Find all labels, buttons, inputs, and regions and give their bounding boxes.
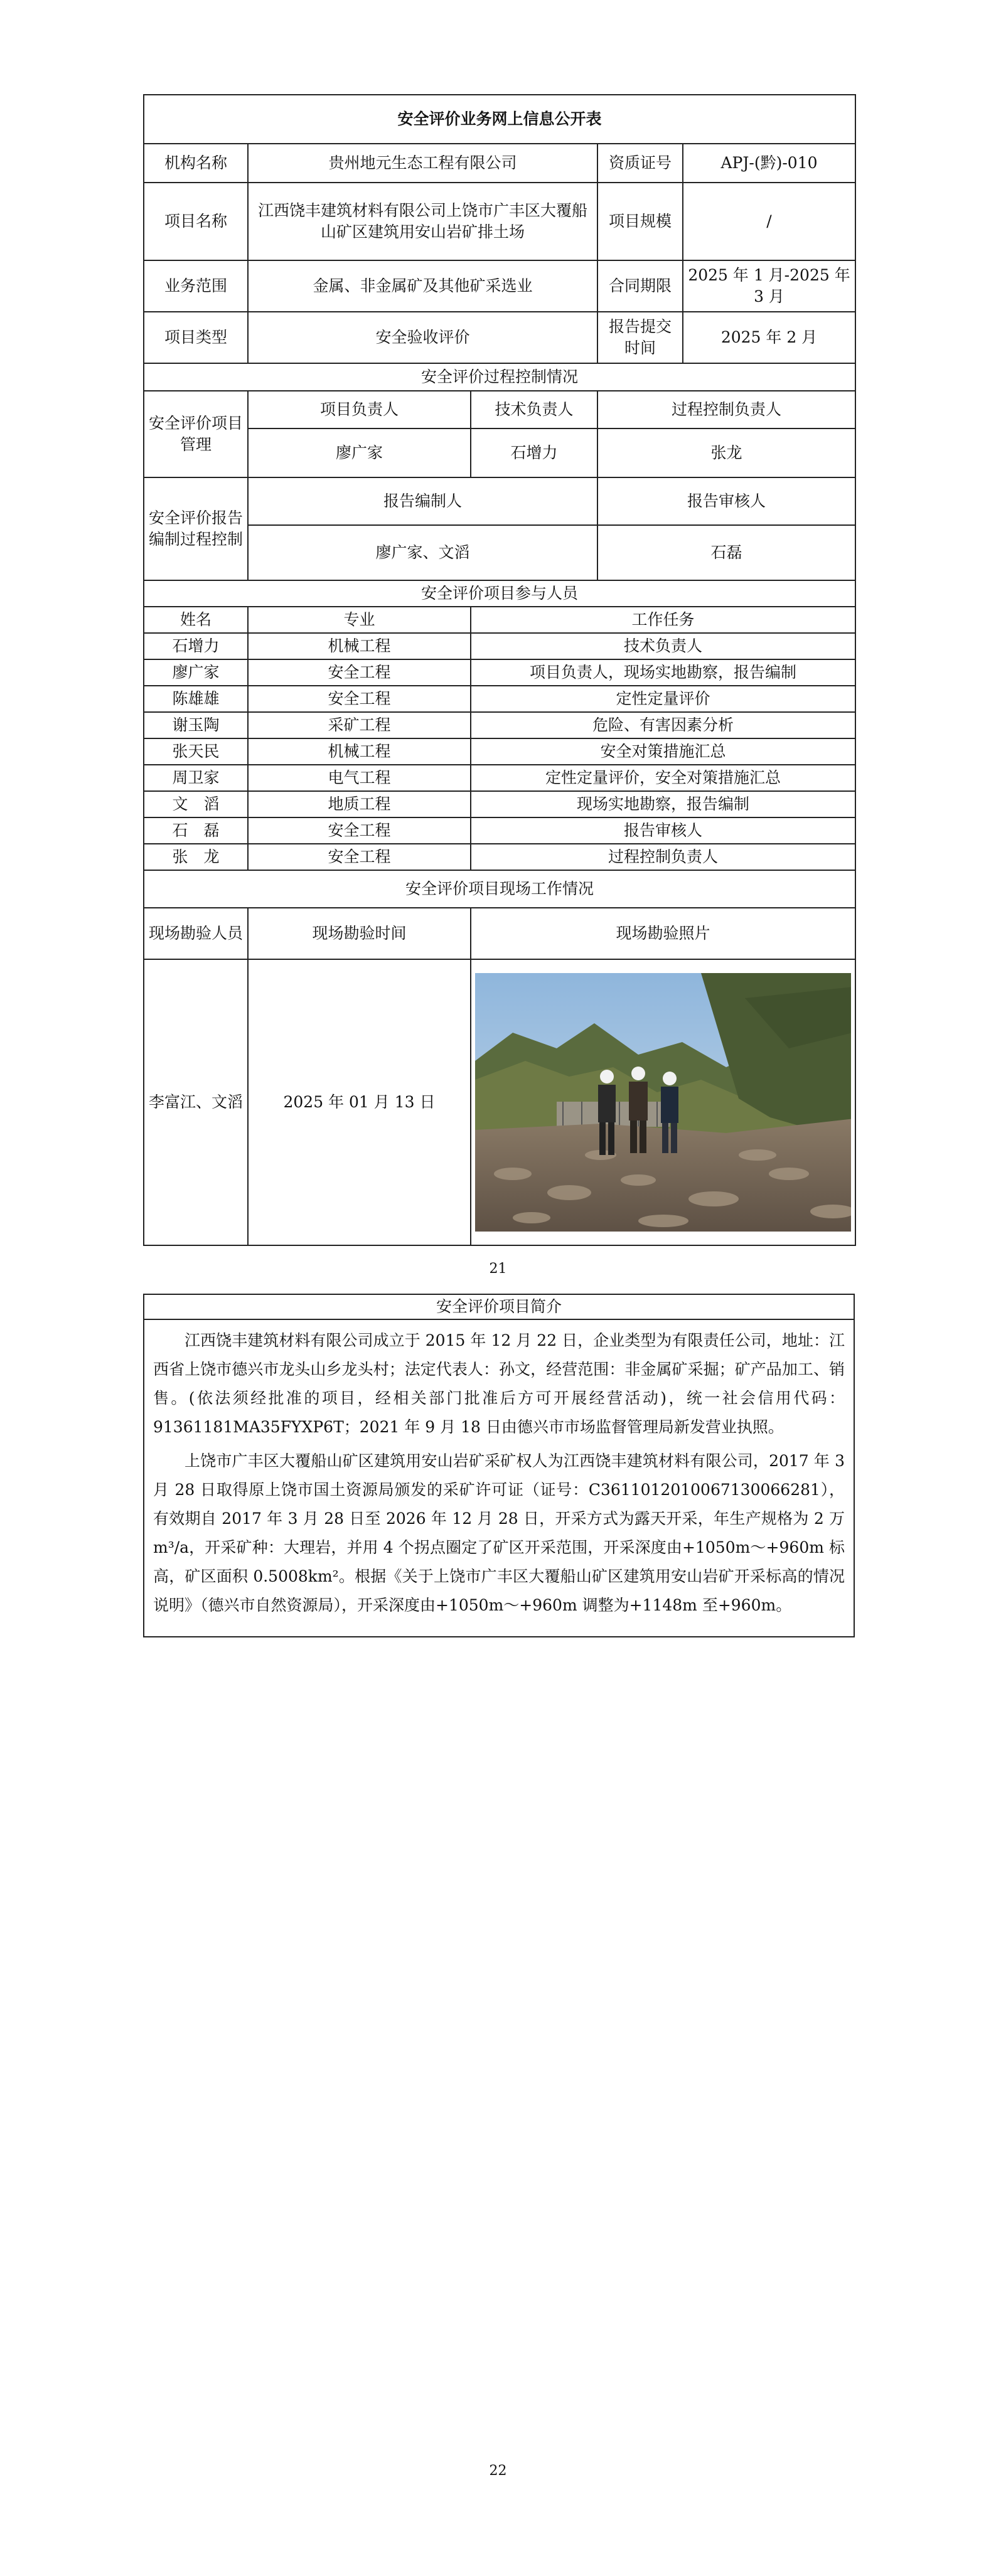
- table-row: [144, 844, 855, 870]
- member-name: 文 滔: [144, 791, 248, 817]
- member-task: 定性定量评价，安全对策措施汇总: [471, 765, 855, 791]
- site-photo-label: 现场勘验照片: [471, 908, 855, 959]
- member-major: 机械工程: [248, 738, 471, 765]
- member-task: 危险、有害因素分析: [471, 712, 855, 738]
- table-row: [144, 633, 855, 659]
- scope-label: 业务范围: [144, 260, 248, 312]
- site-survey-photo-image: [475, 973, 851, 1232]
- table-row: [144, 791, 855, 817]
- member-name: 廖广家: [144, 659, 248, 686]
- org-label: 机构名称: [144, 144, 248, 183]
- member-task: 技术负责人: [471, 633, 855, 659]
- table-row: [144, 686, 855, 712]
- contract-label: 合同期限: [597, 260, 683, 312]
- project-label: 项目名称: [144, 183, 248, 260]
- member-major: 机械工程: [248, 633, 471, 659]
- col-task-header: 工作任务: [471, 607, 855, 633]
- project-value: 江西饶丰建筑材料有限公司上饶市广丰区大覆船山矿区建筑用安山岩矿排土场: [248, 183, 597, 260]
- member-major: 安全工程: [248, 686, 471, 712]
- project-intro-box: [143, 1294, 855, 1637]
- table-row: [144, 738, 855, 765]
- member-major: 安全工程: [248, 844, 471, 870]
- intro-paragraph-2: 上饶市广丰区大覆船山矿区建筑用安山岩矿采矿权人为江西饶丰建筑材料有限公司，2017 年 3 月 28 日取得原上饶市国土资源局颁发的采矿许可证（证号：C3611012010067130066281），有效期自 2017 年 3 月 28 日至 2026 年 12 月 28 日，开采方式为露天开采，年生产规格为 2 万 m³/a，开采矿种：大理岩，并用 4 个拐点圈定了矿区开采范围，开采深度由+1050m～+960m 标高，矿区面积 0.5008km²。根据《关于上饶市广丰区大覆船山矿区建筑用安山岩矿开采标高的情况说明》（德兴市自然资源局），开采深度由+1050m～+960m 调整为+1148m 至+960m。: [153, 1452, 845, 1614]
- member-task: 项目负责人，现场实地勘察，报告编制: [471, 659, 855, 686]
- process-header: 安全评价过程控制情况: [144, 363, 855, 391]
- member-major: 安全工程: [248, 817, 471, 844]
- site-time-label: 现场勘验时间: [248, 908, 471, 959]
- scale-value: /: [683, 183, 855, 260]
- scope-value: 金属、非金属矿及其他矿采选业: [248, 260, 597, 312]
- member-name: 石增力: [144, 633, 248, 659]
- member-name: 陈雄雄: [144, 686, 248, 712]
- type-label: 项目类型: [144, 312, 248, 363]
- org-value: 贵州地元生态工程有限公司: [248, 144, 597, 183]
- member-task: 过程控制负责人: [471, 844, 855, 870]
- table-row: [144, 712, 855, 738]
- type-value: 安全验收评价: [248, 312, 597, 363]
- member-major: 地质工程: [248, 791, 471, 817]
- scale-label: 项目规模: [597, 183, 683, 260]
- site-time-value: 2025 年 01 月 13 日: [248, 959, 471, 1245]
- ctrl-value: 张龙: [597, 428, 855, 477]
- table-row: [144, 817, 855, 844]
- submit-label: 报告提交时间: [597, 312, 683, 363]
- site-survey-photo: [475, 973, 851, 1232]
- member-name: 周卫家: [144, 765, 248, 791]
- page-number-21: 21: [489, 1261, 507, 1277]
- author-value: 廖广家、文滔: [248, 525, 597, 580]
- author-label: 报告编制人: [248, 477, 597, 525]
- member-task: 定性定量评价: [471, 686, 855, 712]
- ctrl-label: 过程控制负责人: [597, 391, 855, 428]
- member-major: 采矿工程: [248, 712, 471, 738]
- member-name: 谢玉陶: [144, 712, 248, 738]
- site-photo-cell: [471, 959, 855, 1245]
- col-major-header: 专业: [248, 607, 471, 633]
- contract-value: 2025 年 1 月-2025 年 3 月: [683, 260, 855, 312]
- reviewer-label: 报告审核人: [597, 477, 855, 525]
- site-header: 安全评价项目现场工作情况: [144, 870, 855, 908]
- mgmt-label: 安全评价项目管理: [144, 391, 248, 477]
- member-major: 电气工程: [248, 765, 471, 791]
- member-name: 张 龙: [144, 844, 248, 870]
- intro-body: [144, 1320, 854, 1636]
- intro-paragraph-1: 江西饶丰建筑材料有限公司成立于 2015 年 12 月 22 日，企业类型为有限责任公司，地址：江西省上饶市德兴市龙头山乡龙头村；法定代表人：孙文，经营范围：非金属矿采掘；矿产品加工、销售。(依法须经批准的项目，经相关部门批准后方可开展经营活动)，统一社会信用代码：91361181MA35FYXP6T；2021 年 9 月 18 日由德兴市市场监督管理局新发营业执照。: [153, 1331, 845, 1436]
- tech-label: 技术负责人: [471, 391, 597, 428]
- info-disclosure-table: [143, 94, 856, 1246]
- table-row: [144, 765, 855, 791]
- page-number-22: 22: [489, 2463, 507, 2479]
- site-staff-value: 李富江、文滔: [144, 959, 248, 1245]
- submit-value: 2025 年 2 月: [683, 312, 855, 363]
- member-name: 张天民: [144, 738, 248, 765]
- pm-value: 廖广家: [248, 428, 471, 477]
- site-staff-label: 现场勘验人员: [144, 908, 248, 959]
- members-header: 安全评价项目参与人员: [144, 580, 855, 607]
- pm-label: 项目负责人: [248, 391, 471, 428]
- member-name: 石 磊: [144, 817, 248, 844]
- cert-value: APJ-(黔)-010: [683, 144, 855, 183]
- col-name-header: 姓名: [144, 607, 248, 633]
- tech-value: 石增力: [471, 428, 597, 477]
- member-task: 报告审核人: [471, 817, 855, 844]
- table-title: 安全评价业务网上信息公开表: [144, 95, 855, 144]
- report-ctrl-label: 安全评价报告编制过程控制: [144, 477, 248, 580]
- cert-label: 资质证号: [597, 144, 683, 183]
- member-major: 安全工程: [248, 659, 471, 686]
- member-task: 现场实地勘察，报告编制: [471, 791, 855, 817]
- intro-title: 安全评价项目简介: [144, 1295, 854, 1320]
- table-row: [144, 659, 855, 686]
- member-task: 安全对策措施汇总: [471, 738, 855, 765]
- reviewer-value: 石磊: [597, 525, 855, 580]
